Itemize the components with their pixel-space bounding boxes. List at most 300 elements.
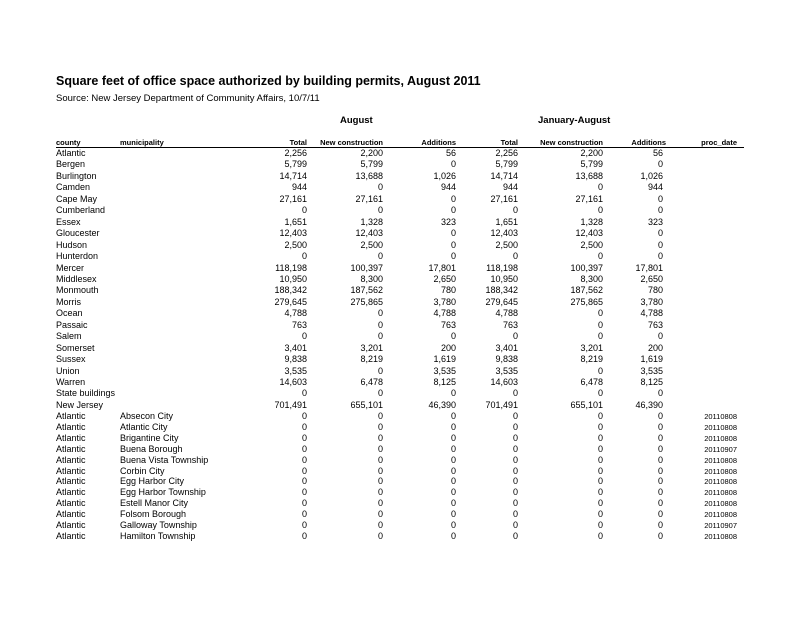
new-construction-cell: 275,865 bbox=[350, 296, 383, 307]
additions-cell: 1,619 bbox=[433, 354, 456, 365]
total-cell: 0 bbox=[301, 509, 307, 520]
additions-ytd-cell: 0 bbox=[657, 476, 663, 487]
additions-cell: 323 bbox=[440, 216, 456, 227]
new-construction-ytd-cell: 27,161 bbox=[575, 193, 603, 204]
proc-date-cell: 20110808 bbox=[704, 433, 737, 443]
proc-date-cell: 20110907 bbox=[704, 444, 737, 454]
additions-ytd-cell: 0 bbox=[657, 454, 663, 465]
total-cell: 0 bbox=[301, 465, 307, 476]
new-construction-cell: 0 bbox=[377, 331, 383, 342]
additions-cell: 0 bbox=[450, 530, 456, 541]
new-construction-ytd-cell: 0 bbox=[597, 182, 603, 193]
county-row bbox=[0, 194, 800, 205]
new-construction-ytd-cell: 187,562 bbox=[570, 285, 603, 296]
county-row bbox=[0, 228, 800, 239]
additions-ytd-cell: 1,026 bbox=[640, 170, 663, 181]
additions-cell: 56 bbox=[445, 148, 456, 158]
total-cell: 0 bbox=[301, 476, 307, 487]
county-cell: Atlantic bbox=[56, 509, 86, 520]
total-cell: 0 bbox=[301, 421, 307, 432]
county-row bbox=[0, 297, 800, 308]
municipality-cell: Hamilton Township bbox=[120, 530, 196, 541]
additions-cell: 0 bbox=[450, 487, 456, 498]
additions-ytd-cell: 200 bbox=[647, 342, 663, 353]
additions-ytd-cell: 0 bbox=[657, 520, 663, 530]
municipality-cell: Atlantic City bbox=[120, 421, 168, 432]
new-construction-cell: 27,161 bbox=[355, 193, 383, 204]
county-cell: Somerset bbox=[56, 342, 95, 353]
municipality-row bbox=[0, 487, 800, 498]
total-ytd-cell: 701,491 bbox=[485, 399, 518, 410]
additions-ytd-cell: 0 bbox=[657, 432, 663, 443]
additions-ytd-cell: 1,619 bbox=[640, 354, 663, 365]
total-cell: 9,838 bbox=[284, 354, 307, 365]
additions-cell: 0 bbox=[450, 239, 456, 250]
total-cell: 188,342 bbox=[274, 285, 307, 296]
new-construction-cell: 0 bbox=[377, 388, 383, 399]
proc-date-cell: 20110808 bbox=[704, 466, 737, 476]
county-cell: Mercer bbox=[56, 262, 85, 273]
county-row bbox=[0, 366, 800, 377]
new-construction-ytd-cell: 0 bbox=[597, 530, 603, 541]
column-header-additions: Additions bbox=[421, 138, 456, 147]
additions-cell: 0 bbox=[450, 454, 456, 465]
proc-date-cell: 20110907 bbox=[704, 521, 737, 530]
column-header-new-construction-ytd: New construction bbox=[540, 138, 603, 147]
municipality-row bbox=[0, 422, 800, 433]
additions-cell: 0 bbox=[450, 388, 456, 399]
new-construction-ytd-cell: 2,200 bbox=[580, 148, 603, 158]
additions-cell: 763 bbox=[440, 319, 456, 330]
new-construction-ytd-cell: 0 bbox=[597, 365, 603, 376]
county-row bbox=[0, 148, 800, 159]
new-construction-ytd-cell: 3,201 bbox=[580, 342, 603, 353]
new-construction-cell: 0 bbox=[377, 476, 383, 487]
new-construction-cell: 1,328 bbox=[360, 216, 383, 227]
municipality-row bbox=[0, 466, 800, 477]
additions-cell: 0 bbox=[450, 331, 456, 342]
total-cell: 0 bbox=[301, 520, 307, 530]
total-ytd-cell: 0 bbox=[512, 465, 518, 476]
new-construction-cell: 8,219 bbox=[360, 354, 383, 365]
county-row bbox=[0, 343, 800, 354]
additions-ytd-cell: 0 bbox=[657, 159, 663, 170]
municipality-row bbox=[0, 433, 800, 444]
county-cell: State buildings bbox=[56, 388, 116, 399]
new-construction-cell: 0 bbox=[377, 454, 383, 465]
column-header-total-ytd: Total bbox=[500, 138, 518, 147]
new-construction-ytd-cell: 0 bbox=[597, 454, 603, 465]
additions-ytd-cell: 0 bbox=[657, 487, 663, 498]
additions-ytd-cell: 0 bbox=[657, 205, 663, 216]
total-cell: 4,788 bbox=[284, 308, 307, 319]
additions-ytd-cell: 17,801 bbox=[635, 262, 663, 273]
total-ytd-cell: 2,256 bbox=[495, 148, 518, 158]
additions-ytd-cell: 0 bbox=[657, 421, 663, 432]
additions-ytd-cell: 56 bbox=[652, 148, 663, 158]
county-cell: Atlantic bbox=[56, 421, 86, 432]
total-ytd-cell: 0 bbox=[512, 454, 518, 465]
total-ytd-cell: 3,535 bbox=[495, 365, 518, 376]
additions-ytd-cell: 780 bbox=[647, 285, 663, 296]
county-row bbox=[0, 285, 800, 296]
total-cell: 0 bbox=[301, 251, 307, 262]
total-cell: 0 bbox=[301, 498, 307, 509]
additions-ytd-cell: 3,535 bbox=[640, 365, 663, 376]
county-cell: Cumberland bbox=[56, 205, 106, 216]
proc-date-cell: 20110808 bbox=[704, 531, 737, 541]
total-ytd-cell: 0 bbox=[512, 388, 518, 399]
total-cell: 0 bbox=[301, 443, 307, 454]
total-ytd-cell: 9,838 bbox=[495, 354, 518, 365]
total-cell: 0 bbox=[301, 205, 307, 216]
new-construction-ytd-cell: 0 bbox=[597, 411, 603, 421]
municipality-row bbox=[0, 520, 800, 531]
group-header-january-august: January-August bbox=[538, 115, 611, 126]
new-construction-ytd-cell: 2,500 bbox=[580, 239, 603, 250]
county-row bbox=[0, 274, 800, 285]
new-construction-ytd-cell: 655,101 bbox=[570, 399, 603, 410]
new-construction-ytd-cell: 0 bbox=[597, 319, 603, 330]
column-header-additions-ytd: Additions bbox=[631, 138, 666, 147]
additions-ytd-cell: 0 bbox=[657, 530, 663, 541]
county-row bbox=[0, 388, 800, 399]
proc-date-cell: 20110808 bbox=[704, 455, 737, 465]
total-ytd-cell: 10,950 bbox=[490, 273, 518, 284]
total-ytd-cell: 944 bbox=[502, 182, 518, 193]
total-ytd-cell: 0 bbox=[512, 498, 518, 509]
county-cell: Atlantic bbox=[56, 454, 86, 465]
new-construction-cell: 0 bbox=[377, 465, 383, 476]
municipality-row bbox=[0, 509, 800, 520]
county-row bbox=[0, 263, 800, 274]
municipality-row bbox=[0, 455, 800, 466]
total-cell: 944 bbox=[291, 182, 307, 193]
column-header-proc-date: proc_date bbox=[701, 138, 737, 147]
additions-ytd-cell: 0 bbox=[657, 388, 663, 399]
new-construction-cell: 0 bbox=[377, 432, 383, 443]
total-ytd-cell: 0 bbox=[512, 421, 518, 432]
total-ytd-cell: 763 bbox=[502, 319, 518, 330]
new-construction-cell: 0 bbox=[377, 319, 383, 330]
group-header-august: August bbox=[340, 115, 373, 126]
municipality-cell: Buena Vista Township bbox=[120, 454, 209, 465]
total-ytd-cell: 14,603 bbox=[490, 377, 518, 387]
proc-date-cell: 20110808 bbox=[704, 422, 737, 432]
county-row bbox=[0, 159, 800, 170]
county-row bbox=[0, 400, 800, 411]
additions-ytd-cell: 4,788 bbox=[640, 308, 663, 319]
county-cell: Bergen bbox=[56, 159, 86, 170]
county-cell: Gloucester bbox=[56, 228, 100, 239]
additions-cell: 0 bbox=[450, 228, 456, 239]
total-ytd-cell: 5,799 bbox=[495, 159, 518, 170]
additions-cell: 3,780 bbox=[433, 296, 456, 307]
new-construction-cell: 655,101 bbox=[350, 399, 383, 410]
new-construction-ytd-cell: 0 bbox=[597, 432, 603, 443]
county-cell: Salem bbox=[56, 331, 82, 342]
county-row bbox=[0, 354, 800, 365]
county-cell: Passaic bbox=[56, 319, 88, 330]
county-row bbox=[0, 251, 800, 262]
county-cell: Atlantic bbox=[56, 465, 86, 476]
additions-cell: 0 bbox=[450, 520, 456, 530]
county-cell: Atlantic bbox=[56, 498, 86, 509]
total-ytd-cell: 0 bbox=[512, 520, 518, 530]
county-row bbox=[0, 217, 800, 228]
county-cell: Atlantic bbox=[56, 520, 86, 530]
municipality-cell: Absecon City bbox=[120, 411, 174, 421]
new-construction-ytd-cell: 8,219 bbox=[580, 354, 603, 365]
new-construction-ytd-cell: 100,397 bbox=[570, 262, 603, 273]
additions-cell: 17,801 bbox=[428, 262, 456, 273]
municipality-cell: Corbin City bbox=[120, 465, 165, 476]
new-construction-cell: 2,500 bbox=[360, 239, 383, 250]
total-cell: 2,256 bbox=[284, 148, 307, 158]
county-cell: Atlantic bbox=[56, 487, 86, 498]
county-cell: Atlantic bbox=[56, 443, 86, 454]
new-construction-cell: 0 bbox=[377, 182, 383, 193]
county-row bbox=[0, 182, 800, 193]
municipality-cell: Folsom Borough bbox=[120, 509, 187, 520]
new-construction-cell: 0 bbox=[377, 411, 383, 421]
total-cell: 0 bbox=[301, 411, 307, 421]
new-construction-ytd-cell: 13,688 bbox=[575, 170, 603, 181]
additions-cell: 0 bbox=[450, 476, 456, 487]
additions-cell: 46,390 bbox=[428, 399, 456, 410]
additions-cell: 0 bbox=[450, 465, 456, 476]
municipality-cell: Galloway Township bbox=[120, 520, 197, 530]
total-ytd-cell: 27,161 bbox=[490, 193, 518, 204]
county-row bbox=[0, 171, 800, 182]
proc-date-cell: 20110808 bbox=[704, 412, 737, 421]
new-construction-ytd-cell: 0 bbox=[597, 476, 603, 487]
additions-ytd-cell: 0 bbox=[657, 193, 663, 204]
total-ytd-cell: 0 bbox=[512, 443, 518, 454]
additions-cell: 0 bbox=[450, 498, 456, 509]
additions-cell: 0 bbox=[450, 432, 456, 443]
total-ytd-cell: 4,788 bbox=[495, 308, 518, 319]
county-cell: Atlantic bbox=[56, 148, 86, 158]
new-construction-cell: 0 bbox=[377, 251, 383, 262]
total-cell: 2,500 bbox=[284, 239, 307, 250]
county-cell: Cape May bbox=[56, 193, 98, 204]
additions-ytd-cell: 3,780 bbox=[640, 296, 663, 307]
county-cell: Atlantic bbox=[56, 476, 86, 487]
county-row bbox=[0, 240, 800, 251]
column-header-county: county bbox=[56, 138, 81, 147]
county-cell: Camden bbox=[56, 182, 91, 193]
new-construction-ytd-cell: 0 bbox=[597, 331, 603, 342]
additions-cell: 0 bbox=[450, 411, 456, 421]
total-cell: 0 bbox=[301, 331, 307, 342]
report-title: Square feet of office space authorized by building permits, August 2011 bbox=[56, 74, 481, 88]
additions-ytd-cell: 0 bbox=[657, 465, 663, 476]
new-construction-ytd-cell: 6,478 bbox=[580, 377, 603, 387]
new-construction-cell: 0 bbox=[377, 498, 383, 509]
additions-ytd-cell: 8,125 bbox=[640, 377, 663, 387]
county-cell: Hudson bbox=[56, 239, 88, 250]
municipality-row bbox=[0, 411, 800, 422]
total-cell: 10,950 bbox=[279, 273, 307, 284]
new-construction-cell: 0 bbox=[377, 421, 383, 432]
county-cell: Atlantic bbox=[56, 411, 86, 421]
additions-ytd-cell: 0 bbox=[657, 228, 663, 239]
total-cell: 27,161 bbox=[279, 193, 307, 204]
total-ytd-cell: 2,500 bbox=[495, 239, 518, 250]
total-cell: 118,198 bbox=[275, 262, 307, 273]
total-ytd-cell: 0 bbox=[512, 530, 518, 541]
county-cell: Sussex bbox=[56, 354, 86, 365]
county-row bbox=[0, 205, 800, 216]
total-ytd-cell: 279,645 bbox=[485, 296, 518, 307]
municipality-row bbox=[0, 531, 800, 542]
new-construction-ytd-cell: 8,300 bbox=[580, 273, 603, 284]
total-cell: 0 bbox=[301, 530, 307, 541]
new-construction-cell: 0 bbox=[377, 205, 383, 216]
total-cell: 14,603 bbox=[279, 377, 307, 387]
new-construction-ytd-cell: 0 bbox=[597, 205, 603, 216]
total-ytd-cell: 0 bbox=[512, 331, 518, 342]
county-cell: New Jersey bbox=[56, 399, 104, 410]
municipality-cell: Egg Harbor Township bbox=[120, 487, 206, 498]
additions-ytd-cell: 323 bbox=[647, 216, 663, 227]
new-construction-cell: 13,688 bbox=[355, 170, 383, 181]
new-construction-ytd-cell: 275,865 bbox=[570, 296, 603, 307]
county-cell: Morris bbox=[56, 296, 81, 307]
new-construction-ytd-cell: 0 bbox=[597, 487, 603, 498]
source-line: Source: New Jersey Department of Community Affairs, 10/7/11 bbox=[56, 93, 320, 104]
county-cell: Burlington bbox=[56, 170, 97, 181]
municipality-cell: Estell Manor City bbox=[120, 498, 189, 509]
additions-cell: 2,650 bbox=[433, 273, 456, 284]
additions-ytd-cell: 944 bbox=[647, 182, 663, 193]
total-cell: 701,491 bbox=[274, 399, 307, 410]
new-construction-cell: 6,478 bbox=[360, 377, 383, 387]
county-cell: Ocean bbox=[56, 308, 83, 319]
additions-ytd-cell: 0 bbox=[657, 498, 663, 509]
additions-ytd-cell: 0 bbox=[657, 443, 663, 454]
municipality-row bbox=[0, 476, 800, 487]
total-cell: 5,799 bbox=[284, 159, 307, 170]
new-construction-cell: 2,200 bbox=[360, 148, 383, 158]
municipality-cell: Brigantine City bbox=[120, 432, 179, 443]
county-cell: Essex bbox=[56, 216, 81, 227]
additions-ytd-cell: 0 bbox=[657, 331, 663, 342]
proc-date-cell: 20110808 bbox=[704, 510, 737, 520]
additions-ytd-cell: 46,390 bbox=[635, 399, 663, 410]
new-construction-ytd-cell: 0 bbox=[597, 465, 603, 476]
new-construction-ytd-cell: 0 bbox=[597, 388, 603, 399]
new-construction-cell: 0 bbox=[377, 509, 383, 520]
total-cell: 12,403 bbox=[279, 228, 307, 239]
new-construction-ytd-cell: 5,799 bbox=[580, 159, 603, 170]
total-ytd-cell: 118,198 bbox=[486, 262, 518, 273]
new-construction-ytd-cell: 1,328 bbox=[580, 216, 603, 227]
municipality-cell: Egg Harbor City bbox=[120, 476, 185, 487]
new-construction-cell: 100,397 bbox=[350, 262, 383, 273]
total-ytd-cell: 0 bbox=[512, 205, 518, 216]
new-construction-ytd-cell: 0 bbox=[597, 251, 603, 262]
additions-cell: 0 bbox=[450, 205, 456, 216]
total-ytd-cell: 188,342 bbox=[485, 285, 518, 296]
additions-cell: 0 bbox=[450, 421, 456, 432]
new-construction-cell: 0 bbox=[377, 365, 383, 376]
additions-cell: 200 bbox=[440, 342, 456, 353]
additions-cell: 0 bbox=[450, 159, 456, 170]
new-construction-cell: 0 bbox=[377, 487, 383, 498]
additions-ytd-cell: 0 bbox=[657, 509, 663, 520]
new-construction-ytd-cell: 0 bbox=[597, 509, 603, 520]
total-cell: 0 bbox=[301, 388, 307, 399]
total-cell: 0 bbox=[301, 454, 307, 465]
new-construction-ytd-cell: 12,403 bbox=[575, 228, 603, 239]
column-header-new-construction: New construction bbox=[320, 138, 383, 147]
county-cell: Monmouth bbox=[56, 285, 99, 296]
total-ytd-cell: 14,714 bbox=[490, 170, 518, 181]
municipality-row bbox=[0, 444, 800, 455]
county-row bbox=[0, 320, 800, 331]
total-ytd-cell: 12,403 bbox=[490, 228, 518, 239]
total-ytd-cell: 0 bbox=[512, 487, 518, 498]
additions-cell: 0 bbox=[450, 443, 456, 454]
total-ytd-cell: 0 bbox=[512, 509, 518, 520]
new-construction-ytd-cell: 0 bbox=[597, 308, 603, 319]
county-row bbox=[0, 308, 800, 319]
county-cell: Union bbox=[56, 365, 80, 376]
additions-ytd-cell: 0 bbox=[657, 411, 663, 421]
county-cell: Hunterdon bbox=[56, 251, 99, 262]
proc-date-cell: 20110808 bbox=[704, 499, 737, 509]
proc-date-cell: 20110808 bbox=[704, 477, 737, 487]
new-construction-ytd-cell: 0 bbox=[597, 520, 603, 530]
total-cell: 14,714 bbox=[279, 170, 307, 181]
additions-cell: 1,026 bbox=[433, 170, 456, 181]
additions-ytd-cell: 0 bbox=[657, 239, 663, 250]
additions-ytd-cell: 2,650 bbox=[640, 273, 663, 284]
new-construction-cell: 0 bbox=[377, 443, 383, 454]
new-construction-cell: 12,403 bbox=[355, 228, 383, 239]
additions-cell: 0 bbox=[450, 509, 456, 520]
total-cell: 0 bbox=[301, 487, 307, 498]
new-construction-ytd-cell: 0 bbox=[597, 443, 603, 454]
county-cell: Middlesex bbox=[56, 273, 97, 284]
additions-cell: 4,788 bbox=[433, 308, 456, 319]
new-construction-ytd-cell: 0 bbox=[597, 498, 603, 509]
total-ytd-cell: 0 bbox=[512, 432, 518, 443]
total-cell: 763 bbox=[291, 319, 307, 330]
column-header-municipality: municipality bbox=[120, 138, 164, 147]
county-row bbox=[0, 331, 800, 342]
additions-cell: 3,535 bbox=[433, 365, 456, 376]
new-construction-cell: 0 bbox=[377, 308, 383, 319]
total-ytd-cell: 0 bbox=[512, 411, 518, 421]
additions-cell: 780 bbox=[440, 285, 456, 296]
total-cell: 0 bbox=[301, 432, 307, 443]
additions-ytd-cell: 763 bbox=[647, 319, 663, 330]
additions-ytd-cell: 0 bbox=[657, 251, 663, 262]
municipality-cell: Buena Borough bbox=[120, 443, 183, 454]
additions-cell: 8,125 bbox=[433, 377, 456, 387]
municipality-row bbox=[0, 498, 800, 509]
county-cell: Warren bbox=[56, 377, 86, 387]
new-construction-cell: 3,201 bbox=[360, 342, 383, 353]
total-ytd-cell: 0 bbox=[512, 476, 518, 487]
new-construction-cell: 187,562 bbox=[350, 285, 383, 296]
total-cell: 3,535 bbox=[284, 365, 307, 376]
new-construction-cell: 0 bbox=[377, 520, 383, 530]
total-cell: 1,651 bbox=[284, 216, 307, 227]
